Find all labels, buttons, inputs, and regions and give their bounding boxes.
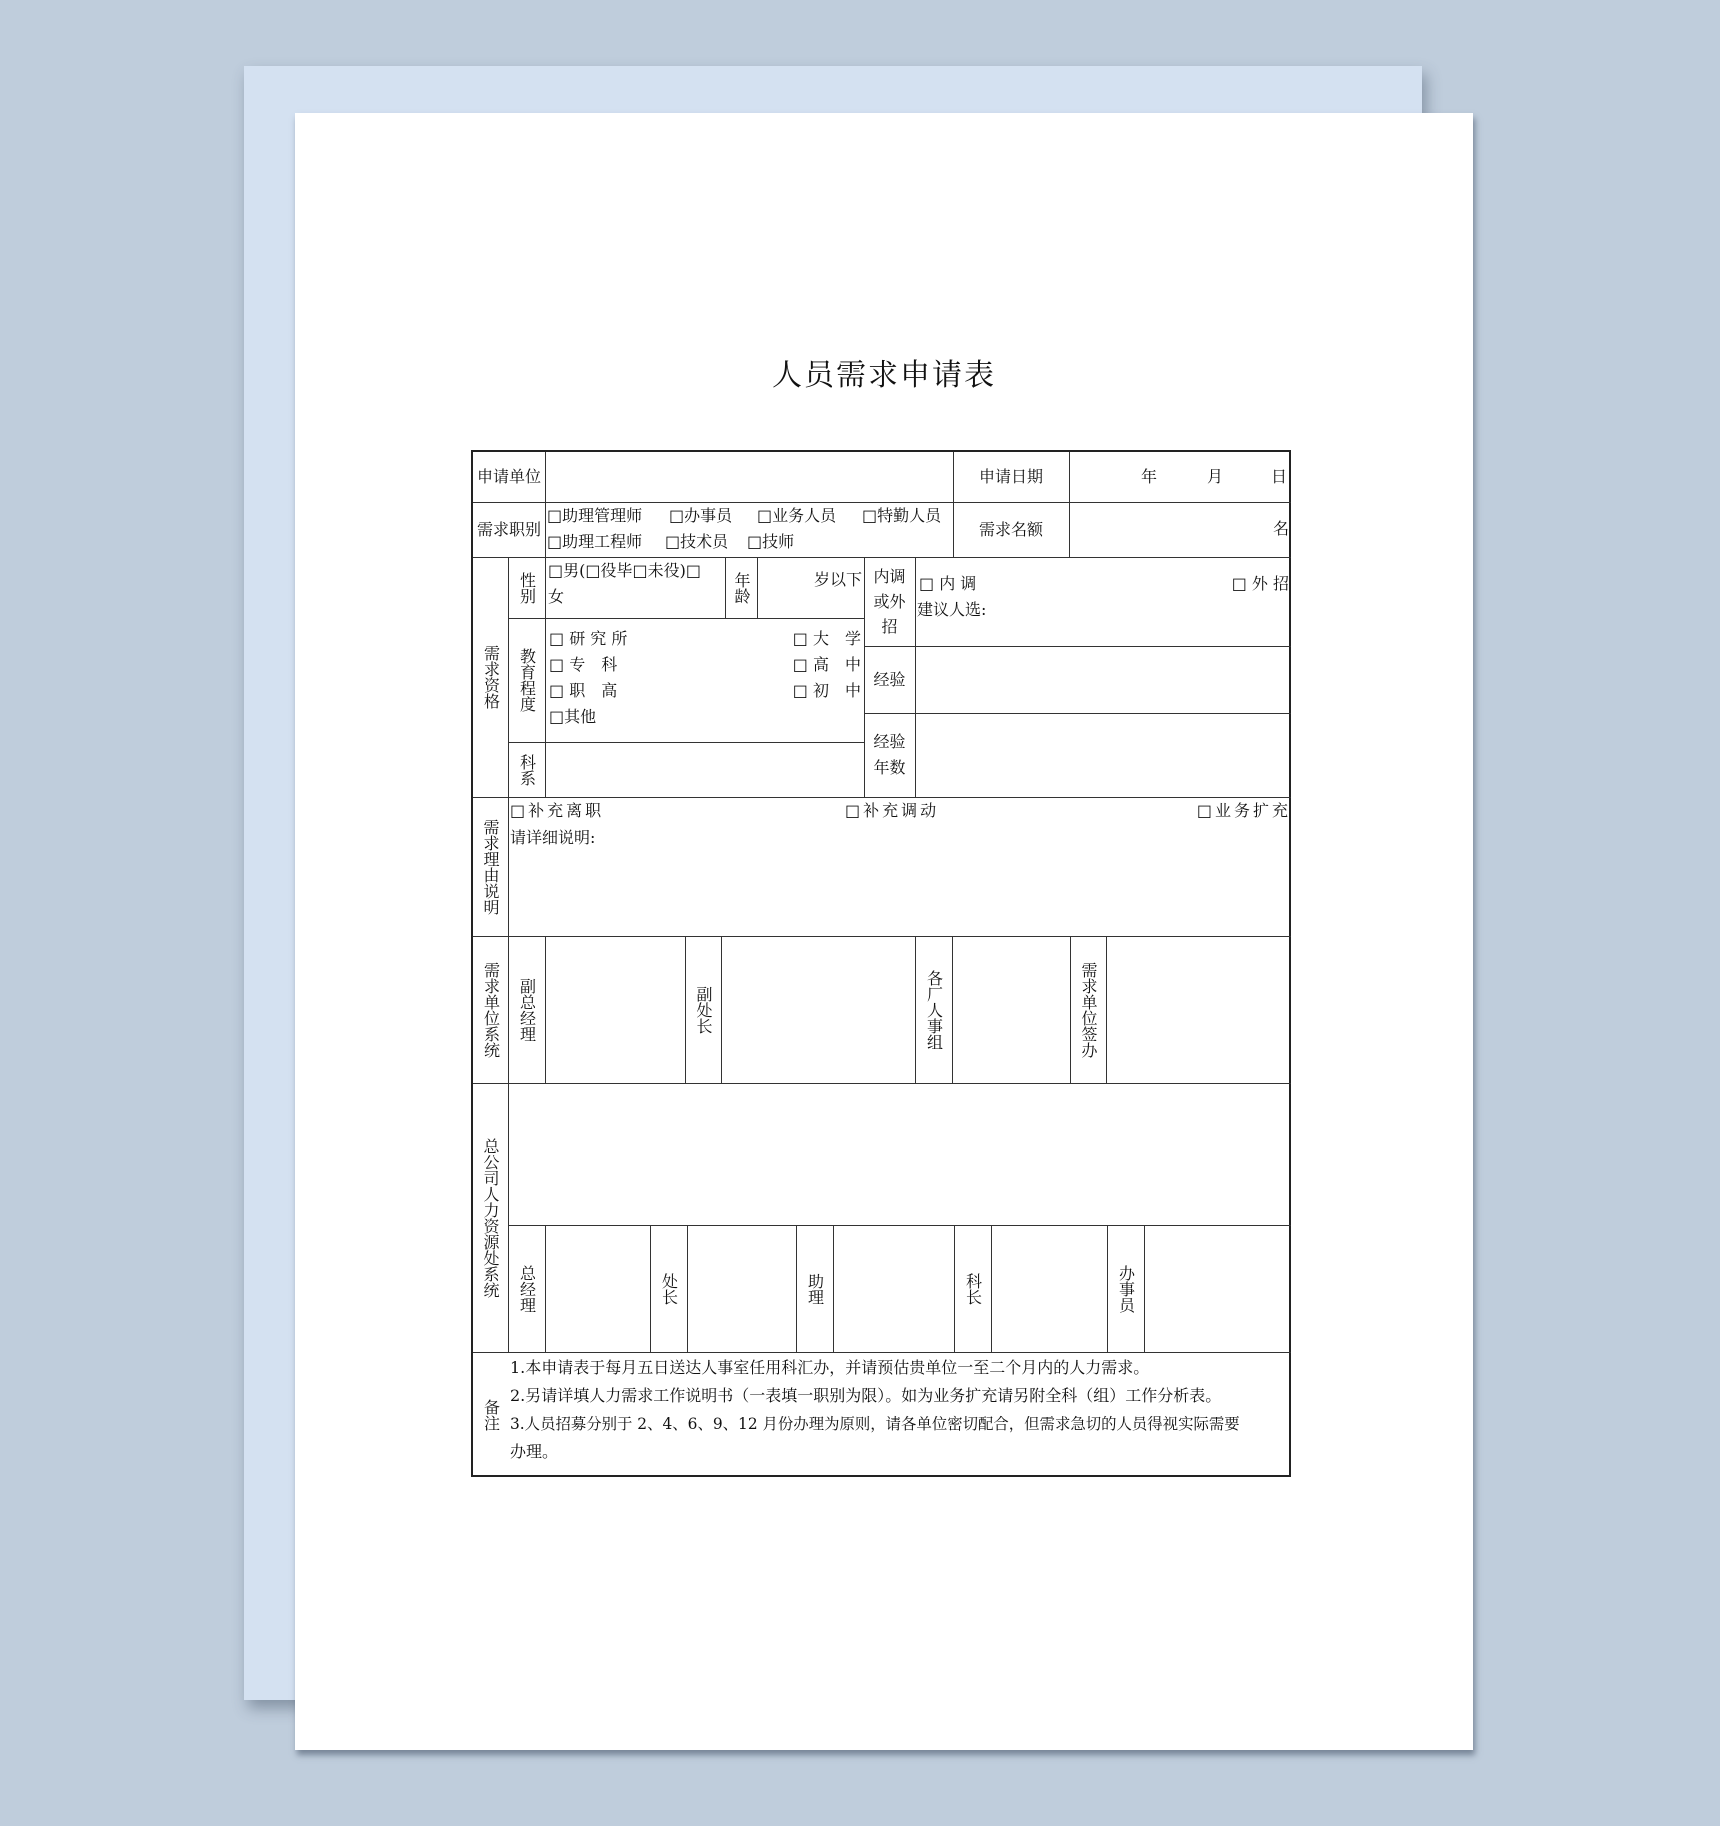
date-day-unit: 日 bbox=[1271, 467, 1288, 486]
signer-plant-hr-field[interactable] bbox=[952, 936, 1070, 1083]
option-clerk[interactable]: □办事员 bbox=[669, 506, 733, 525]
option-assistant-engineer[interactable]: □助理工程师 bbox=[547, 532, 643, 551]
remark-line-4: 办理。 bbox=[510, 1442, 559, 1461]
edu-middle-school[interactable]: □ 初 中 bbox=[792, 681, 861, 700]
hr-signer-section-chief-label: 科长 bbox=[963, 1272, 983, 1305]
hr-signer-director-field[interactable] bbox=[687, 1225, 796, 1352]
option-master-technician[interactable]: □技师 bbox=[747, 532, 795, 551]
apply-unit-label: 申请单位 bbox=[476, 467, 541, 486]
hr-comment-field[interactable] bbox=[508, 1083, 1291, 1225]
option-business-staff[interactable]: □业务人员 bbox=[757, 506, 837, 525]
remark-line-2: 2.另请详填人力需求工作说明书（一表填一职别为限）。如为业务扩充请另附全科（组）工作分析表。 bbox=[510, 1386, 1222, 1405]
source-label: 内调或外招 bbox=[873, 567, 906, 636]
education-label: 教育程度 bbox=[517, 648, 537, 712]
signer-vice-gm-field[interactable] bbox=[545, 936, 685, 1083]
gender-options[interactable] bbox=[548, 560, 723, 618]
source-field bbox=[915, 557, 1291, 646]
unit-approval-section-label: 需求单位系统 bbox=[481, 961, 501, 1058]
hr-signer-assistant-field[interactable] bbox=[833, 1225, 954, 1352]
age-suffix: 岁以下 bbox=[813, 570, 862, 589]
hr-signer-assistant-label: 助理 bbox=[805, 1272, 825, 1305]
remark-line-3: 3.人员招募分别于 2、4、6、9、12 月份办理为原则，请各单位密切配合，但需求急切的人员得视实际需要 bbox=[510, 1415, 1240, 1433]
source-internal-checkbox[interactable]: □ 内 调 bbox=[919, 574, 977, 593]
position-type-label: 需求职别 bbox=[476, 519, 541, 539]
experience-years-label: 经验年数 bbox=[873, 732, 906, 777]
signer-deputy-director-label: 副处长 bbox=[694, 985, 713, 1034]
requisition-form bbox=[471, 450, 1291, 1477]
education-options bbox=[549, 628, 861, 738]
remark-line-1: 1.本申请表于每月五日送达人事室任用科汇办，并请预估贵单位一至二个月内的人力需求。 bbox=[510, 1358, 1150, 1377]
signer-unit-sign-label: 需求单位签办 bbox=[1079, 961, 1098, 1058]
position-type-options bbox=[547, 505, 953, 557]
date-year-unit: 年 bbox=[1141, 467, 1158, 486]
quota-field[interactable] bbox=[1069, 502, 1291, 557]
edu-university[interactable]: □ 大 学 bbox=[792, 629, 861, 648]
experience-field[interactable] bbox=[915, 646, 1291, 713]
edu-other[interactable]: □其他 bbox=[549, 707, 597, 726]
date-month-unit: 月 bbox=[1207, 467, 1224, 486]
experience-years-field[interactable] bbox=[915, 713, 1291, 797]
gender-options-line2: 女 bbox=[548, 587, 565, 606]
gender-options-line1: □男(□役毕□未役)□ bbox=[548, 561, 701, 580]
reason-field bbox=[508, 797, 1291, 936]
apply-unit-field[interactable] bbox=[545, 452, 823, 502]
signer-plant-hr-label: 各厂人事组 bbox=[924, 969, 944, 1050]
signer-vice-gm-label: 副总经理 bbox=[517, 977, 537, 1042]
reason-option-expansion[interactable]: □业务扩充 bbox=[1196, 801, 1291, 820]
option-security-staff[interactable]: □特勤人员 bbox=[862, 506, 942, 525]
hr-signer-clerk-field[interactable] bbox=[1144, 1225, 1291, 1352]
hr-approval-section-label: 总公司人力资源处系统 bbox=[481, 1137, 500, 1298]
hr-signer-gm-label: 总经理 bbox=[517, 1264, 537, 1313]
remarks-content bbox=[510, 1354, 1291, 1475]
age-field[interactable] bbox=[757, 557, 864, 618]
option-assistant-manager[interactable]: □助理管理师 bbox=[547, 506, 643, 525]
signer-deputy-director-field[interactable] bbox=[721, 936, 915, 1083]
qualifications-section-label: 需求资格 bbox=[481, 645, 501, 709]
quota-unit: 名 bbox=[1272, 519, 1289, 538]
apply-date-field[interactable] bbox=[1069, 452, 1291, 502]
edu-high-school[interactable]: □ 高 中 bbox=[792, 655, 861, 674]
hr-signer-director-label: 处长 bbox=[659, 1272, 679, 1305]
apply-date-label: 申请日期 bbox=[978, 467, 1043, 486]
reason-option-resignation[interactable]: □补充离职 bbox=[510, 801, 605, 820]
reason-section-label: 需求理由说明 bbox=[481, 818, 500, 915]
hr-signer-gm-field[interactable] bbox=[545, 1225, 650, 1352]
reason-option-transfer[interactable]: □补充调动 bbox=[845, 801, 940, 820]
signer-unit-sign-field[interactable] bbox=[1106, 936, 1291, 1083]
gender-label: 性别 bbox=[517, 571, 537, 604]
edu-junior-college[interactable]: □ 专 科 bbox=[549, 655, 618, 674]
major-label: 科系 bbox=[517, 753, 537, 786]
edu-vocational-high[interactable]: □ 职 高 bbox=[549, 681, 618, 700]
remarks-label: 备注 bbox=[481, 1398, 501, 1431]
hr-signer-clerk-label: 办事员 bbox=[1116, 1264, 1136, 1313]
option-technician[interactable]: □技术员 bbox=[665, 532, 729, 551]
age-label: 年龄 bbox=[732, 571, 751, 604]
hr-signer-section-chief-field[interactable] bbox=[991, 1225, 1107, 1352]
edu-graduate[interactable]: □ 研 究 所 bbox=[549, 629, 628, 648]
major-field[interactable] bbox=[545, 742, 864, 797]
quota-label: 需求名额 bbox=[978, 519, 1043, 539]
reason-detail-label: 请详细说明: bbox=[510, 828, 596, 847]
source-external-checkbox[interactable]: □ 外 招 bbox=[1231, 574, 1289, 593]
experience-label: 经验 bbox=[873, 669, 906, 689]
suggested-candidate-label: 建议人选: bbox=[917, 600, 987, 619]
page-title: 人员需求申请表 bbox=[772, 358, 996, 393]
